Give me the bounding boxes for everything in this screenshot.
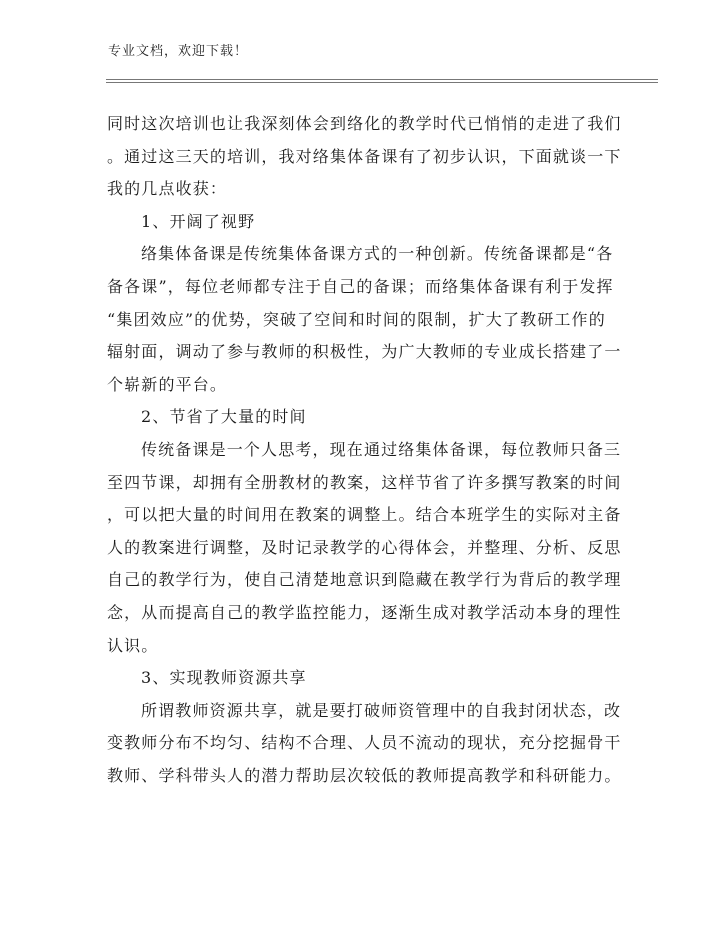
paragraph-line: ，可以把大量的时间用在教案的调整上。结合本班学生的实际对主备 bbox=[107, 505, 622, 525]
paragraph-line: 。通过这三天的培训，我对络集体备课有了初步认识，下面就谈一下 bbox=[107, 146, 622, 166]
paragraph-line-indented: 所谓教师资源共享，就是要打破师资管理中的自我封闭状态，改 bbox=[141, 700, 622, 720]
paragraph-line: 自己的教学行为，使自己清楚地意识到隐藏在教学行为背后的教学理 bbox=[107, 570, 622, 590]
paragraph-line: 念，从而提高自己的教学监控能力，逐渐生成对教学活动本身的理性 bbox=[107, 602, 622, 622]
page-header: 专业文档，欢迎下载！ bbox=[108, 44, 249, 59]
header-divider bbox=[106, 79, 658, 83]
paragraph-line: 变教师分布不均匀、结构不合理、人员不流动的现状，充分挖掘骨干 bbox=[107, 733, 622, 753]
paragraph-line: 至四节课，却拥有全册教材的教案，这样节省了许多撰写教案的时间 bbox=[107, 472, 622, 492]
paragraph-line-indented: 1、开阔了视野 bbox=[141, 211, 256, 231]
paragraph-line-indented: 络集体备课是传统集体备课方式的一种创新。传统备课都是“各 bbox=[141, 244, 614, 264]
paragraph-line-indented: 传统备课是一个人思考，现在通过络集体备课，每位教师只备三 bbox=[141, 439, 622, 459]
paragraph-line: 人的教案进行调整，及时记录教学的心得体会，并整理、分析、反思 bbox=[107, 537, 622, 557]
paragraph-line: 我的几点收获： bbox=[107, 179, 228, 199]
paragraph-line: 个崭新的平台。 bbox=[107, 374, 228, 394]
paragraph-line-indented: 3、实现教师资源共享 bbox=[141, 668, 307, 688]
paragraph-line: 备各课”，每位老师都专注于自己的备课；而络集体备课有利于发挥 bbox=[107, 276, 614, 296]
paragraph-line: 认识。 bbox=[107, 635, 159, 655]
paragraph-line-indented: 2、节省了大量的时间 bbox=[141, 407, 307, 427]
paragraph-line: 教师、学科带头人的潜力帮助层次较低的教师提高教学和科研能力。 bbox=[107, 765, 622, 785]
paragraph-line: 辐射面，调动了参与教师的积极性，为广大教师的专业成长搭建了一 bbox=[107, 342, 622, 362]
paragraph-line: “集团效应”的优势，突破了空间和时间的限制，扩大了教研工作的 bbox=[107, 309, 606, 329]
paragraph-line: 同时这次培训也让我深刻体会到络化的教学时代已悄悄的走进了我们 bbox=[107, 114, 622, 133]
document-body bbox=[107, 108, 622, 792]
